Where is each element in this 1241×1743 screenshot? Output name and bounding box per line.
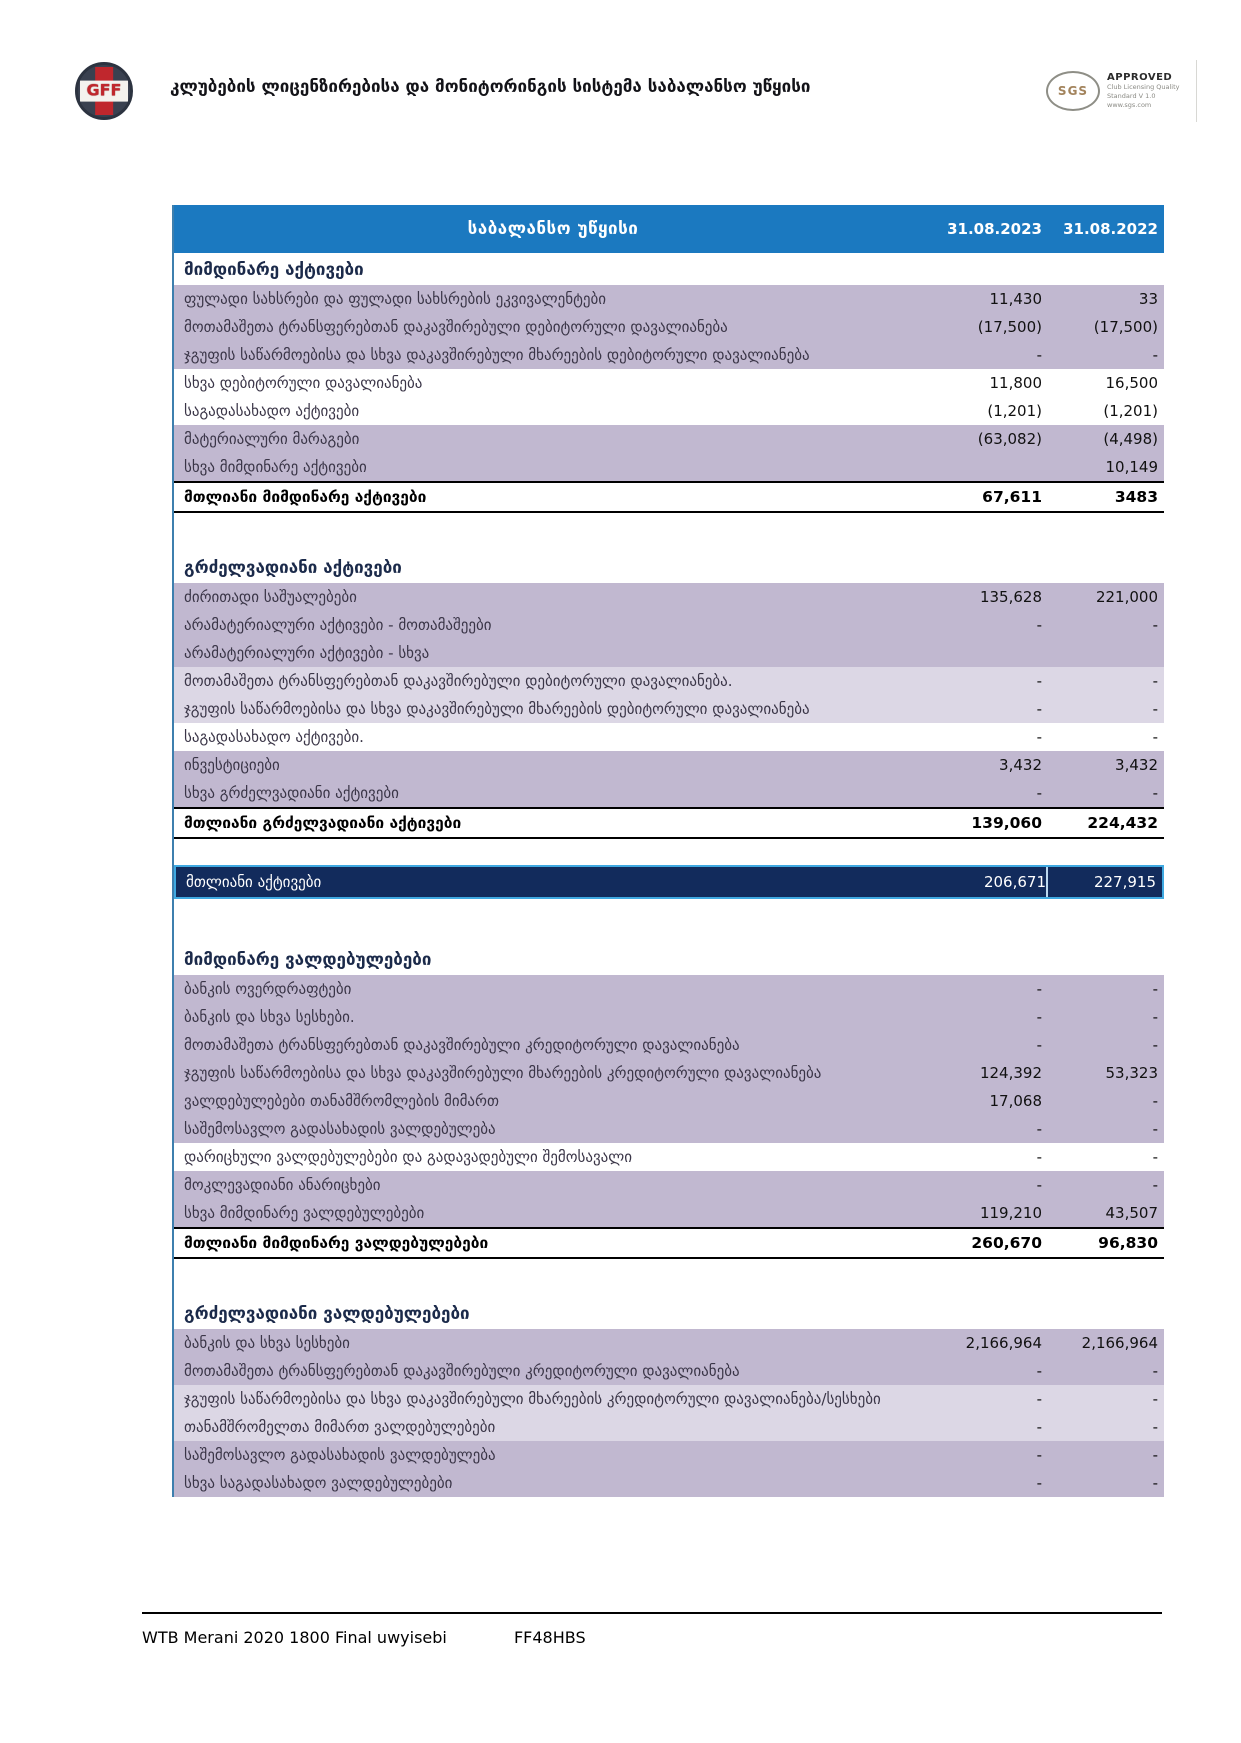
stamp-detail-line-2: Standard V 1.0 xyxy=(1107,92,1156,101)
table-row xyxy=(174,667,1164,695)
row-value-2023: - xyxy=(1036,728,1042,746)
table-row xyxy=(174,1385,1164,1413)
row-label: ძირითადი საშუალებები xyxy=(184,588,357,606)
logo-band xyxy=(80,81,128,102)
page-footer xyxy=(142,1612,1162,1647)
row-label: სხვა საგადასახადო ვალდებულებები xyxy=(184,1474,453,1492)
row-value-2023: (63,082) xyxy=(977,430,1042,448)
table-title: საბალანსო უწყისი xyxy=(467,219,639,239)
row-value-2022: 2,166,964 xyxy=(1081,1334,1158,1352)
row-value-2023: 3,432 xyxy=(999,756,1042,774)
row-value-2023: - xyxy=(1036,1176,1042,1194)
row-value-2022: - xyxy=(1152,1036,1158,1054)
footer-left-text: WTB Merani 2020 1800 Final uwyisebi xyxy=(142,1628,447,1647)
section-rows xyxy=(174,285,1164,481)
section-rows xyxy=(174,583,1164,807)
row-value-2023: 11,800 xyxy=(989,374,1042,392)
grand-total-label: მთლიანი აქტივები xyxy=(186,873,322,891)
table-row xyxy=(174,975,1164,1003)
total-label: მთლიანი მიმდინარე ვალდებულებები xyxy=(184,1234,489,1252)
page-title: კლუბების ლიცენზირებისა და მონიტორინგის სისტემა საბალანსო უწყისი xyxy=(170,77,811,97)
row-label: დარიცხული ვალდებულებები და გადავადებული შემოსავალი xyxy=(184,1148,633,1166)
row-label: მოთამაშეთა ტრანსფერებთან დაკავშირებული დებიტორული დავალიანება. xyxy=(184,672,733,690)
table-row xyxy=(174,425,1164,453)
row-label: არამატერიალური აქტივები - სხვა xyxy=(184,644,430,662)
column-header-2022: 31.08.2022 xyxy=(1063,220,1158,238)
grand-total-row xyxy=(174,865,1164,899)
row-value-2022: - xyxy=(1152,616,1158,634)
row-value-2023: - xyxy=(1036,1008,1042,1026)
table-row xyxy=(174,369,1164,397)
table-body xyxy=(174,253,1164,1497)
approved-label: APPROVED xyxy=(1107,72,1173,84)
row-label: მატერიალური მარაგები xyxy=(184,430,360,448)
column-header-2023: 31.08.2023 xyxy=(947,220,1042,238)
gff-logo xyxy=(75,62,133,120)
footer-rule xyxy=(142,1612,1162,1614)
row-value-2023: 11,430 xyxy=(989,290,1042,308)
row-value-2023: (17,500) xyxy=(977,318,1042,336)
row-label: არამატერიალური აქტივები - მოთამაშეები xyxy=(184,616,492,634)
grand-total-value-2022: 227,915 xyxy=(1046,867,1162,897)
row-value-2023: - xyxy=(1036,1148,1042,1166)
total-value-2022: 96,830 xyxy=(1098,1234,1158,1252)
total-label: მთლიანი გრძელვადიანი აქტივები xyxy=(184,814,462,832)
table-row xyxy=(174,1003,1164,1031)
section-heading: მიმდინარე აქტივები xyxy=(174,253,1164,285)
section-total-row xyxy=(174,1227,1164,1259)
table-row xyxy=(174,453,1164,481)
row-value-2022: 221,000 xyxy=(1095,588,1158,606)
row-label: მოთამაშეთა ტრანსფერებთან დაკავშირებული კრედიტორული დავალიანება xyxy=(184,1036,740,1054)
table-row xyxy=(174,779,1164,807)
row-value-2022: 16,500 xyxy=(1105,374,1158,392)
sgs-oval-icon xyxy=(1046,71,1100,111)
row-value-2023: - xyxy=(1036,1362,1042,1380)
row-value-2022: - xyxy=(1152,1176,1158,1194)
row-label: საგადასახადო აქტივები xyxy=(184,402,360,420)
total-value-2023: 260,670 xyxy=(971,1234,1042,1252)
row-value-2022: - xyxy=(1152,1120,1158,1138)
row-label: თანამშრომელთა მიმართ ვალდებულებები xyxy=(184,1418,496,1436)
row-label: ვალდებულებები თანამშრომლების მიმართ xyxy=(184,1092,499,1110)
row-value-2023: 124,392 xyxy=(979,1064,1042,1082)
row-value-2023: - xyxy=(1036,672,1042,690)
total-value-2022: 224,432 xyxy=(1087,814,1158,832)
table-row xyxy=(174,1031,1164,1059)
row-value-2022: 3,432 xyxy=(1115,756,1158,774)
row-value-2023: - xyxy=(1036,1474,1042,1492)
table-section xyxy=(174,253,1164,513)
table-row xyxy=(174,1059,1164,1087)
row-value-2023: 135,628 xyxy=(979,588,1042,606)
row-label: ფულადი სახსრები და ფულადი სახსრების ეკვივალენტები xyxy=(184,290,607,308)
stamp-text xyxy=(1107,72,1180,109)
stamp-detail-line-3: www.sgs.com xyxy=(1107,100,1152,109)
row-label: მოკლევადიანი ანარიცხები xyxy=(184,1176,381,1194)
row-value-2022: (4,498) xyxy=(1103,430,1158,448)
table-section xyxy=(174,1297,1164,1497)
table-row xyxy=(174,285,1164,313)
row-value-2023: - xyxy=(1036,784,1042,802)
row-value-2023: - xyxy=(1036,980,1042,998)
table-row xyxy=(174,751,1164,779)
row-label: ბანკის ოვერდრაფტები xyxy=(184,980,352,998)
row-value-2023: - xyxy=(1036,346,1042,364)
balance-sheet-table xyxy=(172,205,1164,1497)
row-label: ჯგუფის საწარმოებისა და სხვა დაკავშირებული მხარეების დებიტორული დავალიანება xyxy=(184,346,810,364)
row-value-2022: - xyxy=(1152,1008,1158,1026)
row-label: ჯგუფის საწარმოებისა და სხვა დაკავშირებული მხარეების კრედიტორული დავალიანება xyxy=(184,1064,822,1082)
table-row xyxy=(174,1199,1164,1227)
row-label: მოთამაშეთა ტრანსფერებთან დაკავშირებული დებიტორული დავალიანება xyxy=(184,318,728,336)
section-total-row xyxy=(174,807,1164,839)
table-row xyxy=(174,1441,1164,1469)
row-label: სხვა დებიტორული დავალიანება xyxy=(184,374,423,392)
row-value-2023: - xyxy=(1036,1446,1042,1464)
table-section xyxy=(174,551,1164,839)
row-value-2022: 53,323 xyxy=(1105,1064,1158,1082)
table-row xyxy=(174,723,1164,751)
stamp-detail-line-1: Club Licensing Quality xyxy=(1107,83,1180,92)
row-value-2022: - xyxy=(1152,980,1158,998)
total-value-2022: 3483 xyxy=(1114,488,1158,506)
row-value-2023: 119,210 xyxy=(979,1204,1042,1222)
table-row xyxy=(174,639,1164,667)
table-row xyxy=(174,397,1164,425)
page-header xyxy=(0,0,1241,205)
table-header-band xyxy=(174,205,1164,253)
section-rows xyxy=(174,1329,1164,1497)
table-section xyxy=(174,943,1164,1259)
row-value-2022: 10,149 xyxy=(1105,458,1158,476)
row-value-2022: - xyxy=(1152,1446,1158,1464)
table-row xyxy=(174,313,1164,341)
total-value-2023: 67,611 xyxy=(982,488,1042,506)
row-label: ბანკის და სხვა სესხები xyxy=(184,1334,350,1352)
row-label: სხვა მიმდინარე აქტივები xyxy=(184,458,367,476)
row-label: საგადასახადო აქტივები. xyxy=(184,728,364,746)
row-value-2023: - xyxy=(1036,700,1042,718)
section-heading: გრძელვადიანი ვალდებულებები xyxy=(174,1297,1164,1329)
logo-text: GFF xyxy=(86,80,122,100)
row-value-2022: 33 xyxy=(1138,290,1158,308)
row-value-2022: (17,500) xyxy=(1093,318,1158,336)
row-label: საშემოსავლო გადასახადის ვალდებულება xyxy=(184,1446,496,1464)
row-value-2022: - xyxy=(1152,1092,1158,1110)
table-row xyxy=(174,695,1164,723)
row-label: სხვა მიმდინარე ვალდებულებები xyxy=(184,1204,425,1222)
section-heading: გრძელვადიანი აქტივები xyxy=(174,551,1164,583)
row-value-2023: - xyxy=(1036,1036,1042,1054)
row-value-2022: - xyxy=(1152,1418,1158,1436)
row-value-2022: - xyxy=(1152,346,1158,364)
row-value-2022: - xyxy=(1152,1362,1158,1380)
section-heading: მიმდინარე ვალდებულებები xyxy=(174,943,1164,975)
sgs-approved-stamp xyxy=(1046,60,1197,122)
table-row xyxy=(174,1171,1164,1199)
section-total-row xyxy=(174,481,1164,513)
row-value-2022: - xyxy=(1152,700,1158,718)
row-value-2023: 2,166,964 xyxy=(965,1334,1042,1352)
footer-text xyxy=(142,1628,1162,1647)
row-label: ინვესტიციები xyxy=(184,756,280,774)
table-row xyxy=(174,1143,1164,1171)
row-value-2022: - xyxy=(1152,784,1158,802)
row-value-2023: - xyxy=(1036,616,1042,634)
table-row xyxy=(174,1469,1164,1497)
row-label: საშემოსავლო გადასახადის ვალდებულება xyxy=(184,1120,496,1138)
row-value-2022: - xyxy=(1152,672,1158,690)
row-value-2022: - xyxy=(1152,728,1158,746)
table-row xyxy=(174,611,1164,639)
footer-right-text: FF48HBS xyxy=(513,1628,586,1647)
row-value-2022: - xyxy=(1152,1148,1158,1166)
row-value-2022: - xyxy=(1152,1390,1158,1408)
total-value-2023: 139,060 xyxy=(971,814,1042,832)
row-label: მოთამაშეთა ტრანსფერებთან დაკავშირებული კრედიტორული დავალიანება xyxy=(184,1362,740,1380)
table-row xyxy=(174,1115,1164,1143)
table-row xyxy=(174,1329,1164,1357)
row-label: ჯგუფის საწარმოებისა და სხვა დაკავშირებული მხარეების კრედიტორული დავალიანება/სესხები xyxy=(184,1390,881,1408)
row-value-2023: 17,068 xyxy=(989,1092,1042,1110)
grand-total-value-2023: 206,671 xyxy=(983,873,1046,891)
row-value-2022: 43,507 xyxy=(1105,1204,1158,1222)
row-value-2023: (1,201) xyxy=(987,402,1042,420)
row-label: ჯგუფის საწარმოებისა და სხვა დაკავშირებული მხარეების დებიტორული დავალიანება xyxy=(184,700,810,718)
row-value-2023: - xyxy=(1036,1390,1042,1408)
total-label: მთლიანი მიმდინარე აქტივები xyxy=(184,488,427,506)
row-label: ბანკის და სხვა სესხები. xyxy=(184,1008,355,1026)
table-row xyxy=(174,1087,1164,1115)
section-rows xyxy=(174,975,1164,1227)
row-value-2023: - xyxy=(1036,1120,1042,1138)
table-row xyxy=(174,1413,1164,1441)
sgs-brand: SGS xyxy=(1057,84,1089,98)
table-row xyxy=(174,583,1164,611)
row-value-2022: - xyxy=(1152,1474,1158,1492)
row-value-2023: - xyxy=(1036,1418,1042,1436)
row-label: სხვა გრძელვადიანი აქტივები xyxy=(184,784,399,802)
table-row xyxy=(174,1357,1164,1385)
table-row xyxy=(174,341,1164,369)
row-value-2022: (1,201) xyxy=(1103,402,1158,420)
